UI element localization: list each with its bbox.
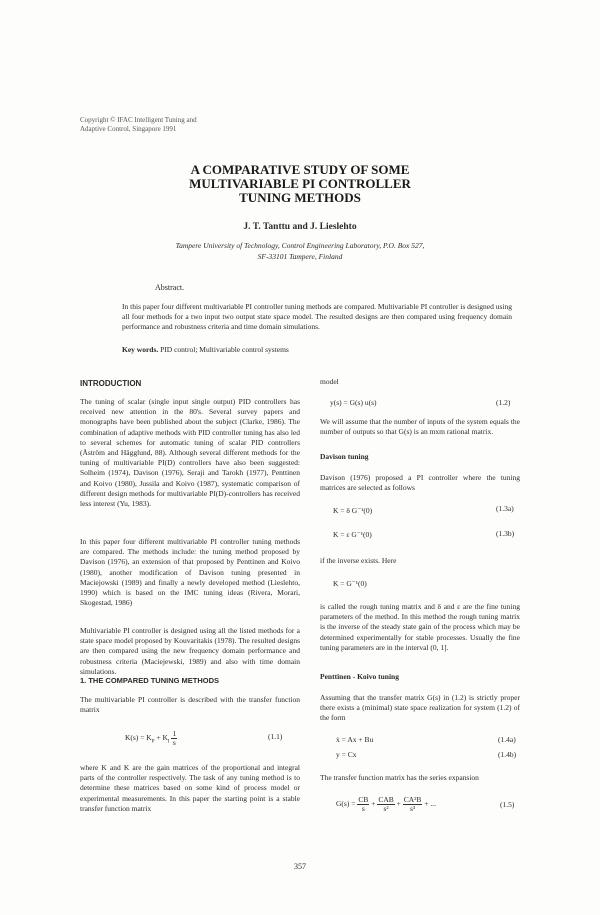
title-line-3: TUNING METHODS xyxy=(239,190,361,205)
copyright-notice xyxy=(80,116,197,134)
equation-1-4a-label: (1.4a) xyxy=(498,735,516,744)
keywords-text: PID control; Multivariable control systems xyxy=(160,345,289,354)
copyright-line-1: Copyright © IFAC Intelligent Tuning and xyxy=(80,116,197,124)
equation-1-2-label: (1.2) xyxy=(496,398,511,407)
intro-paragraph-2: In this paper four different multivariable PI controller tuning methods are compared. The methods include: the tuning method proposed by Davison (1976), an extension of that proposed by Penttinen and Koivo (1980), another modification of Davison tuning presented in Maciejowski (1989) and finally a newly developed method (Lieslehto, 1990) which is based on the IMC tuning ideas (Rivera, Morari, Skogestad, 1986) xyxy=(80,537,300,608)
section-1-paragraph-2: where K and K are the gain matrices of the proportional and integral parts of the controller respectively. The task of any tuning method is to determine these matrices based on some kind of process model or experimental measurements. In this paper the starting point is a stable transfer function matrix xyxy=(80,763,300,813)
abstract-heading: Abstract. xyxy=(155,283,185,292)
page-number: 357 xyxy=(294,862,306,871)
authors: J. T. Tanttu and J. Lieslehto xyxy=(243,222,357,232)
equation-1-2: y(s) = G(s) u(s) xyxy=(330,398,377,407)
fraction-1-over-s: $\frac{1}{s}$ xyxy=(172,729,177,747)
abstract-text: In this paper four different multivariable PI controller tuning methods are compared. Multivariable PI controller is designed using all four methods for a two input two output state space model. The resulted designs are then compared using frequency domain performance and robustness criteria and time domain simulations. xyxy=(122,302,512,331)
equation-1-4b-label: (1.4b) xyxy=(498,750,517,759)
section-1-paragraph-1: The multivariable PI controller is described with the transfer function matrix xyxy=(80,695,300,715)
equation-1-3a: K = δ G⁻¹(0) xyxy=(333,506,373,515)
rough-tuning-paragraph: is called the rough tuning matrix and δ and ε are the fine tuning parameters of the method. In this method the rough tuning matrix is the inverse of the steady state gain of the process which may be determined experimentally for stable processes. Usually the fine tuning parameters are in the interval (0, 1]. xyxy=(320,602,520,652)
equation-1-1-label: (1.1) xyxy=(268,732,283,741)
assumption-paragraph: We will assume that the number of inputs of the system equals the number of outputs so that G(s) is an mxm rational matrix. xyxy=(320,417,520,437)
intro-paragraph-1: The tuning of scalar (single input single output) PID controllers has received new attention in the 80's. Several survey papers and monographs have been published about the subject (Clarke, 1986). The combination of adaptive methods with PID controller tuning has also led to several schemes for automatic tuning of scalar PID controllers (Åström and Hägglund, 88). Although several different methods for the tuning of multivariable PI(D) controllers have also been suggested: Solheim (1974), Davison (1976), Seraji and Tarokh (1977), Penttinen and Koivo (1980), Jussila and Koivo (1987), systematic comparison of different design methods for multivariable PI(D)-controllers has received less interest (Yu, 1983). xyxy=(80,397,300,509)
copyright-line-2: Adaptive Control, Singapore 1991 xyxy=(80,125,177,133)
keywords-label: Key words. xyxy=(122,345,159,354)
penttinen-koivo-paragraph: Assuming that the transfer matrix G(s) in (1.2) is strictly proper there exists a (minimal) state space realization for system (1.2) of the form xyxy=(320,693,520,723)
introduction-heading: INTRODUCTION xyxy=(80,379,142,388)
penttinen-koivo-heading: Penttinen - Koivo tuning xyxy=(320,672,399,681)
equation-rough-matrix: K = G⁻¹(0) xyxy=(333,579,367,588)
paper-title xyxy=(0,163,600,205)
inverse-text: if the inverse exists. Here xyxy=(320,556,397,565)
term-cab-over-s2: $\frac{\text{CAB}}{\text{s²}}$ xyxy=(378,795,394,813)
davison-paragraph: Davison (1976) proposed a PI controller where the tuning matrices are selected as follows xyxy=(320,473,520,493)
section-1-heading: 1. THE COMPARED TUNING METHODS xyxy=(80,676,220,685)
affiliation xyxy=(0,240,600,262)
equation-1-4b: y = Cx xyxy=(336,750,357,759)
equation-1-5-label: (1.5) xyxy=(500,800,515,809)
term-cb-over-s: $\frac{CB}{s}$ xyxy=(358,795,369,813)
title-line-2: MULTIVARIABLE PI CONTROLLER xyxy=(189,176,411,191)
affiliation-line-1: Tampere University of Technology, Control Engineering Laboratory, P.O. Box 527, xyxy=(175,241,425,250)
title-line-1: A COMPARATIVE STUDY OF SOME xyxy=(190,162,410,177)
davison-heading: Davison tuning xyxy=(320,452,369,461)
equation-1-5: G(s) = $\frac{CB}{s}$ + $\frac{\text{CAB}}{\text{s²}}$ + $\frac{\text{CA²B}}{\text{s³}}$ + ... xyxy=(336,795,436,813)
term-ca2b-over-s3: $\frac{\text{CA²B}}{\text{s³}}$ xyxy=(403,795,422,813)
equation-1-3a-label: (1.3a) xyxy=(496,504,514,513)
intro-paragraph-3: Multivariable PI controller is designed using all the listed methods for a state space model proposed by Kouvaritakis (1978). The resulted designs are then compared using the new frequency domain performance and robustness criteria (Maciejewski, 1989) and also with time domain simulations. xyxy=(80,626,300,676)
keywords xyxy=(122,345,289,354)
model-word: model xyxy=(320,377,339,386)
equation-1-3b-label: (1.3b) xyxy=(496,529,515,538)
equation-1-3b: K = ε G⁻¹(0) xyxy=(333,530,372,539)
equation-1-4a: ẋ = Ax + Bu xyxy=(336,735,374,744)
series-expansion-text: The transfer function matrix has the series expansion xyxy=(320,773,479,782)
equation-1-1: $K(s) = K_P + K_I$ $\frac{1}{s}$ xyxy=(125,729,177,747)
affiliation-line-2: SF-33101 Tampere, Finland xyxy=(257,252,343,261)
